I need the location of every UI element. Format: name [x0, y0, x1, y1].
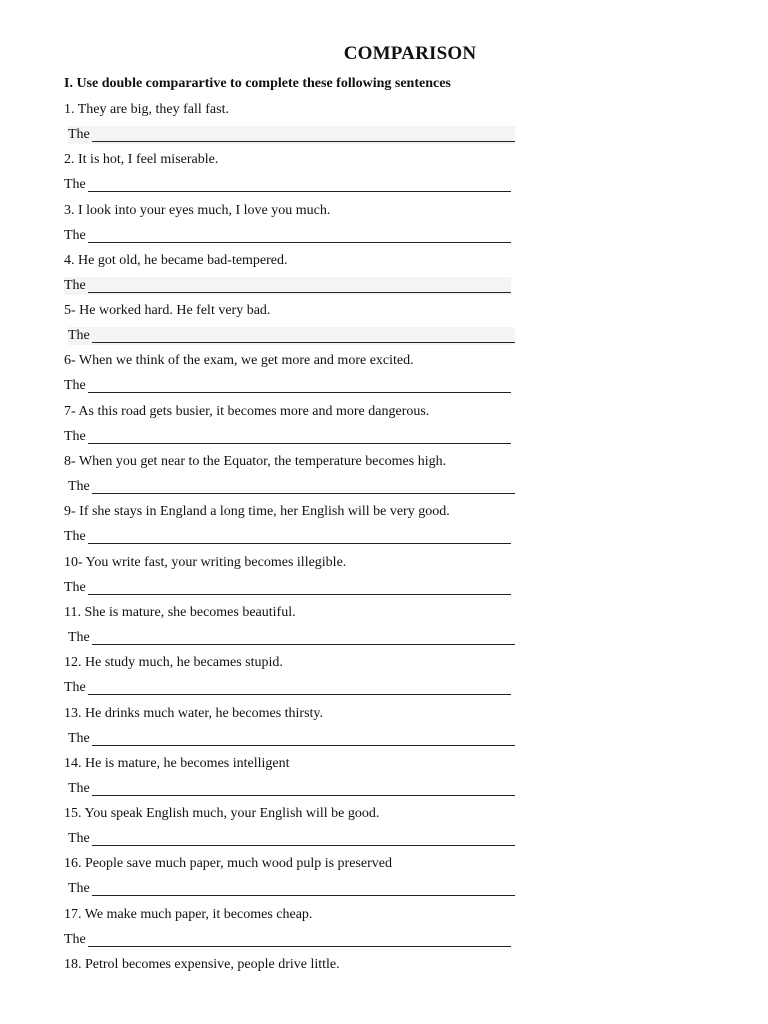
exercise-prompt: 17. We make much paper, it becomes cheap.	[64, 906, 313, 922]
answer-prefix: The	[64, 428, 86, 444]
answer-blank-input[interactable]	[88, 228, 511, 243]
answer-row	[64, 528, 511, 546]
answer-blank-input[interactable]	[92, 881, 515, 896]
instruction-heading: I. Use double comparartive to complete these following sentences	[64, 76, 451, 91]
answer-row	[68, 780, 515, 798]
answer-prefix: The	[68, 780, 90, 796]
answer-prefix: The	[64, 579, 86, 595]
answer-prefix: The	[68, 881, 90, 897]
answer-row	[68, 126, 515, 144]
answer-prefix: The	[68, 328, 90, 344]
answer-row	[68, 327, 515, 345]
answer-row	[68, 880, 515, 898]
answer-blank-input[interactable]	[88, 932, 511, 947]
exercise-item	[64, 503, 524, 553]
exercise-item	[64, 554, 524, 604]
exercise-prompt: 16. People save much paper, much wood pulp is preserved	[64, 856, 392, 872]
answer-blank-input[interactable]	[92, 831, 515, 846]
exercise-prompt: 4. He got old, he became bad-tempered.	[64, 252, 288, 268]
exercise-item	[64, 352, 524, 402]
exercise-item	[64, 805, 524, 855]
exercise-item	[64, 453, 524, 503]
answer-prefix: The	[64, 277, 86, 293]
exercise-list	[64, 101, 524, 1006]
exercise-prompt: 10- You write fast, your writing becomes illegible.	[64, 554, 347, 570]
answer-blank-input[interactable]	[88, 429, 511, 444]
answer-row	[64, 579, 511, 597]
answer-prefix: The	[64, 931, 86, 947]
exercise-prompt: 6- When we think of the exam, we get more and more excited.	[64, 353, 414, 369]
answer-row	[64, 377, 511, 395]
answer-blank-input[interactable]	[92, 328, 515, 343]
exercise-prompt: 5- He worked hard. He felt very bad.	[64, 303, 271, 319]
exercise-item	[64, 654, 524, 704]
exercise-item	[64, 604, 524, 654]
worksheet-title: COMPARISON	[343, 43, 477, 64]
answer-prefix: The	[68, 127, 90, 142]
answer-row	[64, 679, 511, 697]
answer-blank-input[interactable]	[92, 127, 515, 142]
exercise-item	[64, 252, 524, 302]
answer-blank-input[interactable]	[88, 378, 511, 393]
answer-prefix: The	[64, 378, 86, 394]
answer-prefix: The	[64, 227, 86, 243]
exercise-prompt: 13. He drinks much water, he becomes thirsty.	[64, 705, 324, 721]
exercise-prompt: 18. Petrol becomes expensive, people drive little.	[64, 957, 340, 973]
exercise-item	[64, 302, 524, 352]
answer-prefix: The	[64, 680, 86, 696]
answer-blank-input[interactable]	[92, 781, 515, 796]
answer-row	[64, 428, 511, 446]
answer-row	[64, 176, 511, 194]
answer-prefix: The	[64, 529, 86, 545]
answer-blank-input[interactable]	[88, 580, 511, 595]
exercise-item	[64, 705, 524, 755]
answer-row	[68, 730, 515, 748]
answer-blank-input[interactable]	[92, 731, 515, 746]
exercise-item	[64, 151, 524, 201]
answer-blank-input[interactable]	[92, 630, 515, 645]
exercise-prompt: 2. It is hot, I feel miserable.	[64, 152, 219, 168]
exercise-item	[64, 956, 524, 1006]
exercise-item	[64, 755, 524, 805]
answer-blank-input[interactable]	[88, 529, 511, 544]
answer-row	[64, 931, 511, 949]
exercise-prompt: 12. He study much, he becames stupid.	[64, 655, 283, 671]
exercise-item	[64, 855, 524, 905]
answer-prefix: The	[68, 730, 90, 746]
answer-row	[64, 277, 511, 295]
exercise-item	[64, 906, 524, 956]
answer-row	[68, 629, 515, 647]
exercise-prompt: 1. They are big, they fall fast.	[64, 102, 229, 117]
answer-prefix: The	[64, 177, 86, 193]
exercise-prompt: 3. I look into your eyes much, I love you much.	[64, 202, 331, 218]
exercise-item	[64, 202, 524, 252]
exercise-prompt: 14. He is mature, he becomes intelligent	[64, 755, 290, 771]
exercise-item	[64, 101, 524, 151]
exercise-prompt: 8- When you get near to the Equator, the temperature becomes high.	[64, 454, 447, 470]
answer-prefix: The	[68, 479, 90, 495]
answer-blank-input[interactable]	[88, 680, 511, 695]
exercise-prompt: 7- As this road gets busier, it becomes more and more dangerous.	[64, 403, 430, 419]
answer-row	[64, 227, 511, 245]
answer-prefix: The	[68, 629, 90, 645]
answer-blank-input[interactable]	[88, 278, 511, 293]
exercise-prompt: 9- If she stays in England a long time, her English will be very good.	[64, 504, 450, 520]
answer-prefix: The	[68, 831, 90, 847]
answer-blank-input[interactable]	[88, 177, 511, 192]
answer-blank-input[interactable]	[92, 479, 515, 494]
exercise-prompt: 15. You speak English much, your English will be good.	[64, 806, 380, 822]
answer-row	[68, 830, 515, 848]
exercise-item	[64, 403, 524, 453]
answer-row	[68, 478, 515, 496]
exercise-prompt: 11. She is mature, she becomes beautiful.	[64, 604, 296, 620]
